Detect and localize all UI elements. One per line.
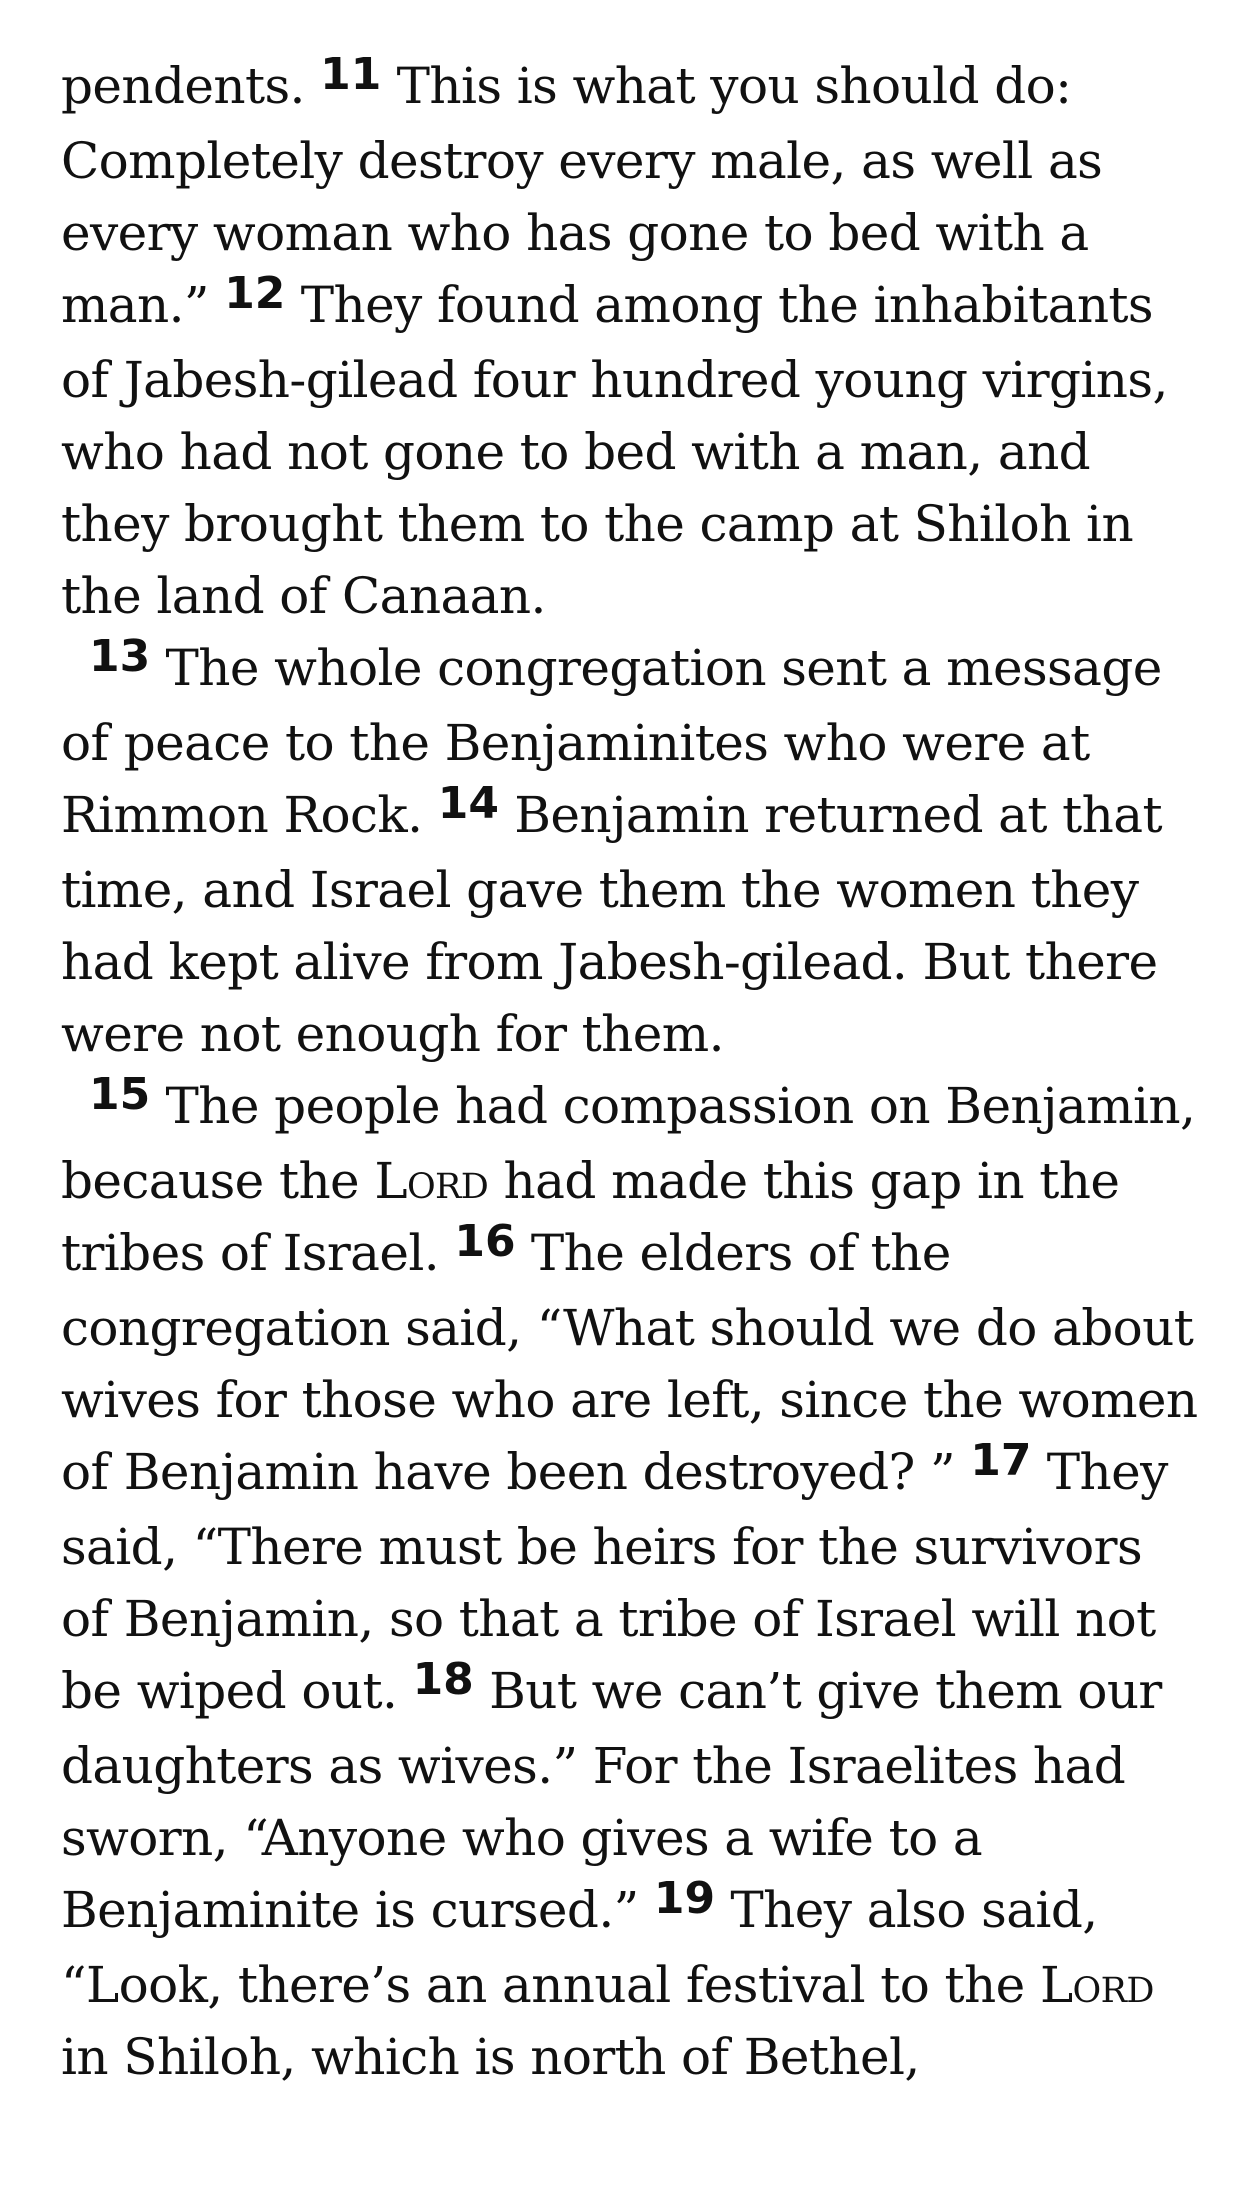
verse-number: 12 (224, 268, 286, 319)
divine-name-smallcaps: Lord (1039, 1956, 1154, 2014)
verse-text: The elders of the congregation said, “What should we do about wives for those who are left, since the women of Benjamin have been destroyed? ” (61, 1224, 1198, 1501)
verse-text: But we can’t give them our daughters as wives.” For the Israelites had sworn, “Anyone who gives a wife to a Benjaminite is cursed.” (61, 1662, 1162, 1939)
verse-number: 11 (320, 49, 382, 100)
verse-text: This is what you should do: Completely destroy every male, as well as every woman who has gone to bed with a man.” (61, 57, 1103, 334)
verse-number: 16 (454, 1216, 516, 1267)
verse-number: 13 (89, 631, 151, 682)
scripture-paragraph (61, 1070, 1201, 2093)
verse-text: They found among the inhabitants of Jabesh-gilead four hundred young virgins, who had not gone to bed with a man, and they brought them to the camp at Shiloh in the land of Canaan. (61, 276, 1168, 625)
verse-number: 18 (412, 1654, 474, 1705)
verse-text: in Shiloh, which is north of Bethel, (61, 2028, 920, 2086)
verse-text: They also said, “Look, there’s an annual festival to the (61, 1881, 1098, 2014)
divine-name-smallcaps: Lord (374, 1152, 489, 1210)
verse-text: The whole congregation sent a message of peace to the Benjaminites who were at Rimmon Rock. (61, 639, 1162, 844)
verse-number: 14 (437, 778, 499, 829)
verse-text: Benjamin returned at that time, and Israel gave them the women they had kept alive from Jabesh-gilead. But there were not enough for them. (61, 786, 1162, 1063)
scripture-paragraph (61, 632, 1201, 1070)
verse-number: 19 (653, 1873, 716, 1924)
verse-text: They said, “There must be heirs for the survivors of Benjamin, so that a tribe of Israel will not be wiped out. (61, 1443, 1168, 1720)
verse-number: 15 (89, 1069, 151, 1120)
verse-text: had made this gap in the tribes of Israel. (61, 1152, 1120, 1282)
verse-text: The people had compassion on Benjamin, because the (61, 1077, 1196, 1210)
scripture-paragraph (61, 50, 1201, 632)
verse-text: pendents. (61, 57, 321, 115)
verse-number: 17 (970, 1435, 1032, 1486)
reading-page (61, 50, 1201, 2093)
